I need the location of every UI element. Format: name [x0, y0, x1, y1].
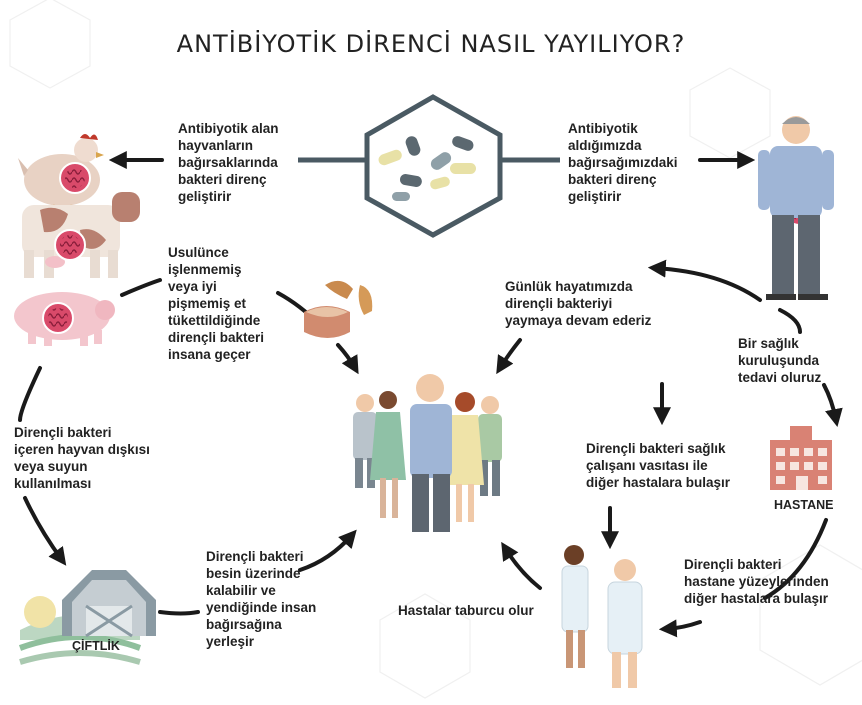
- antibiotics-hexagon: [298, 97, 560, 235]
- label-health-worker: Dirençli bakteri sağlık çalışanı vasıtası ile diğer hastalara bulaşır: [586, 441, 731, 490]
- crowd-illustration: [353, 374, 502, 532]
- label-human-gut: Antibiyotik aldığımızda bağırsağımızdaki bakteri direnç geliştirir: [568, 121, 678, 204]
- label-patients-discharged: Hastalar taburcu olur: [398, 603, 534, 618]
- hospital-label: HASTANE: [774, 498, 834, 512]
- label-manure-water: Dirençli bakteri içeren hayvan dışkısı veya suyun kullanılması: [14, 425, 150, 491]
- farm-label: ÇİFTLİK: [72, 639, 120, 653]
- label-animals-gut: Antibiyotik alan hayvanların bağırsaklarında bakteri direnç geliştirir: [178, 121, 279, 204]
- meat-illustration: [304, 281, 372, 338]
- man-illustration: [758, 116, 834, 300]
- hospital-illustration: [770, 426, 832, 490]
- patients-illustration: [562, 545, 642, 688]
- label-undercooked-meat: Usulünce işlenmemiş veya iyi pişmemiş et tükettildiğinde dirençli bakteri insana geçer: [168, 245, 265, 362]
- label-hospital-surfaces: Dirençli bakteri hastane yüzeylerinden diğer hastalara bulaşır: [684, 557, 829, 606]
- page-title: ANTİBİYOTİK DİRENCİ NASIL YAYILIYOR?: [176, 30, 686, 58]
- label-food-transfer: Dirençli bakteri besin üzerinde kalabilir ve yendiğinde insan bağırsağına yerleşir: [206, 549, 317, 649]
- label-treated-in-facility: Bir sağlık kuruluşunda tedavi oluruz: [738, 336, 822, 385]
- label-daily-life: Günlük hayatımızda dirençli bakteriyi yaymaya devam ederiz: [505, 279, 652, 328]
